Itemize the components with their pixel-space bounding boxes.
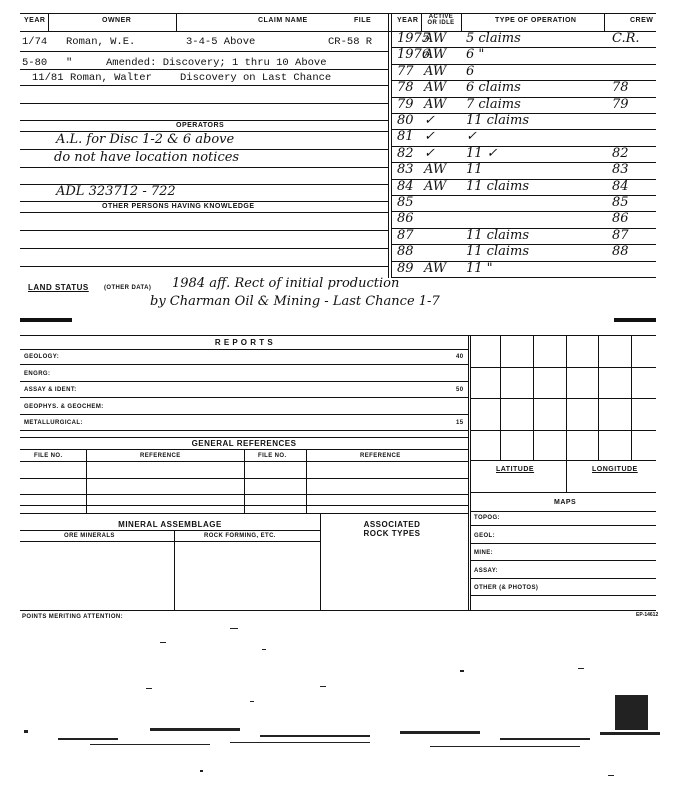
activity-year: 1976 bbox=[397, 47, 431, 62]
claim-year: 1/74 bbox=[22, 36, 48, 48]
col-header-crew: CREW bbox=[630, 17, 654, 24]
report-label: METALLURGICAL: bbox=[24, 420, 83, 426]
map-row-label: TOPOG: bbox=[474, 515, 500, 521]
activity-year: 80 bbox=[397, 113, 414, 128]
activity-type: 6 claims bbox=[466, 80, 521, 95]
activity-type: 11 claims bbox=[466, 179, 530, 194]
activity-type: ✓ bbox=[466, 129, 477, 144]
activity-status: AW bbox=[424, 47, 447, 62]
activity-crew: 78 bbox=[612, 80, 629, 95]
report-number: 40 bbox=[456, 354, 464, 360]
col-header-owner: OWNER bbox=[102, 17, 132, 24]
map-row-label: GEOL: bbox=[474, 533, 495, 539]
operators-note-3: ADL 323712 - 722 bbox=[56, 184, 176, 199]
land-status-note-2: by Charman Oil & Mining - Last Chance 1-7 bbox=[150, 294, 440, 309]
activity-type: 11 claims bbox=[466, 113, 530, 128]
activity-crew: 82 bbox=[612, 146, 629, 161]
general-references-title: GENERAL REFERENCES bbox=[191, 439, 297, 448]
mineral-assemblage-title: MINERAL ASSEMBLAGE bbox=[118, 520, 222, 529]
map-row-label: MINE: bbox=[474, 550, 493, 556]
maps-title: MAPS bbox=[554, 499, 577, 506]
reports-title: R E P O R T S bbox=[214, 338, 274, 347]
activity-year: 89 bbox=[397, 261, 414, 276]
report-number: 50 bbox=[456, 387, 464, 393]
activity-type: 5 claims bbox=[466, 31, 521, 46]
other-persons-title: OTHER PERSONS HAVING KNOWLEDGE bbox=[102, 203, 255, 210]
map-row-label: ASSAY: bbox=[474, 568, 499, 574]
rock-forming-header: ROCK FORMING, ETC. bbox=[204, 533, 276, 539]
latitude-label: LATITUDE bbox=[496, 466, 535, 473]
report-label: ASSAY & IDENT: bbox=[24, 387, 77, 393]
report-label: GEOLOGY: bbox=[24, 354, 60, 360]
activity-year: 78 bbox=[397, 80, 414, 95]
ref-header-file-no-2: FILE NO. bbox=[258, 453, 287, 459]
ore-minerals-header: ORE MINERALS bbox=[64, 533, 115, 539]
activity-status: AW bbox=[424, 31, 447, 46]
col-header-claim-name: CLAIM NAME bbox=[258, 17, 308, 24]
activity-year: 77 bbox=[397, 64, 414, 79]
activity-year: 81 bbox=[397, 129, 414, 144]
land-status-note-1: 1984 aff. Rect of initial production bbox=[172, 276, 400, 291]
activity-year: 85 bbox=[397, 195, 414, 210]
form-number: EP-14612 bbox=[636, 612, 659, 618]
activity-status: AW bbox=[424, 80, 447, 95]
map-row-label: OTHER (& PHOTOS) bbox=[474, 585, 539, 591]
claim-name: Discovery on Last Chance bbox=[180, 72, 332, 84]
activity-status: ✓ bbox=[424, 146, 435, 161]
activity-crew: 85 bbox=[612, 195, 629, 210]
activity-type: 7 claims bbox=[466, 97, 521, 112]
claim-owner: Roman, W.E. bbox=[66, 36, 136, 48]
activity-type: 11 ✓ bbox=[466, 146, 498, 161]
col-header-activity-year: YEAR bbox=[397, 17, 419, 24]
ref-header-reference: REFERENCE bbox=[140, 453, 181, 459]
claim-name: 3-4-5 Above bbox=[186, 36, 256, 48]
activity-year: 82 bbox=[397, 146, 414, 161]
claim-owner: Roman, Walter bbox=[70, 72, 152, 84]
activity-crew: 88 bbox=[612, 244, 629, 259]
points-meriting-attention-label: POINTS MERITING ATTENTION: bbox=[22, 614, 124, 620]
activity-year: 88 bbox=[397, 244, 414, 259]
activity-status: AW bbox=[424, 162, 447, 177]
claim-owner: " bbox=[66, 57, 73, 69]
activity-year: 86 bbox=[397, 211, 414, 226]
report-label: ENGRG: bbox=[24, 371, 51, 377]
activity-crew: 79 bbox=[612, 97, 629, 112]
activity-crew: 84 bbox=[612, 179, 629, 194]
activity-status: AW bbox=[424, 179, 447, 194]
activity-status: ✓ bbox=[424, 129, 435, 144]
activity-type: 6 bbox=[466, 64, 475, 79]
activity-year: 1975 bbox=[397, 31, 431, 46]
activity-status: AW bbox=[424, 64, 447, 79]
activity-type: 11 " bbox=[466, 261, 493, 276]
operators-note-1: A.L. for Disc 1-2 & 6 above bbox=[56, 132, 235, 147]
associated-rock-types-title: ASSOCIATED ROCK TYPES bbox=[363, 520, 421, 538]
operators-title: OPERATORS bbox=[176, 122, 225, 129]
longitude-label: LONGITUDE bbox=[592, 466, 638, 473]
activity-type: 11 claims bbox=[466, 228, 530, 243]
activity-status: ✓ bbox=[424, 113, 435, 128]
claim-file: CR-58 R bbox=[328, 36, 373, 48]
col-header-year: YEAR bbox=[24, 17, 46, 24]
activity-crew: C.R. bbox=[612, 31, 640, 46]
activity-type: 11 claims bbox=[466, 244, 530, 259]
activity-crew: 83 bbox=[612, 162, 629, 177]
col-header-type-operation: TYPE OF OPERATION bbox=[495, 17, 577, 24]
activity-type: 6 " bbox=[466, 47, 485, 62]
activity-year: 84 bbox=[397, 179, 414, 194]
activity-crew: 87 bbox=[612, 228, 629, 243]
activity-status: AW bbox=[424, 97, 447, 112]
operators-note-2: do not have location notices bbox=[54, 150, 240, 165]
activity-status: AW bbox=[424, 261, 447, 276]
activity-year: 79 bbox=[397, 97, 414, 112]
report-label: GEOPHYS. & GEOCHEM: bbox=[24, 404, 104, 410]
activity-year: 87 bbox=[397, 228, 414, 243]
report-number: 15 bbox=[456, 420, 464, 426]
land-status-label: LAND STATUS bbox=[28, 283, 89, 292]
activity-year: 83 bbox=[397, 162, 414, 177]
ref-header-reference-2: REFERENCE bbox=[360, 453, 401, 459]
ref-header-file-no: FILE NO. bbox=[34, 453, 63, 459]
claim-year: 11/81 bbox=[32, 72, 64, 84]
claim-name: Amended: Discovery; 1 thru 10 Above bbox=[106, 57, 327, 69]
claim-year: 5-80 bbox=[22, 57, 48, 69]
col-header-active: ACTIVE OR IDLE bbox=[427, 14, 455, 26]
land-status-sub: (OTHER DATA) bbox=[104, 285, 152, 291]
activity-crew: 86 bbox=[612, 211, 629, 226]
activity-type: 11 bbox=[466, 162, 483, 177]
col-header-file: FILE bbox=[354, 17, 372, 24]
